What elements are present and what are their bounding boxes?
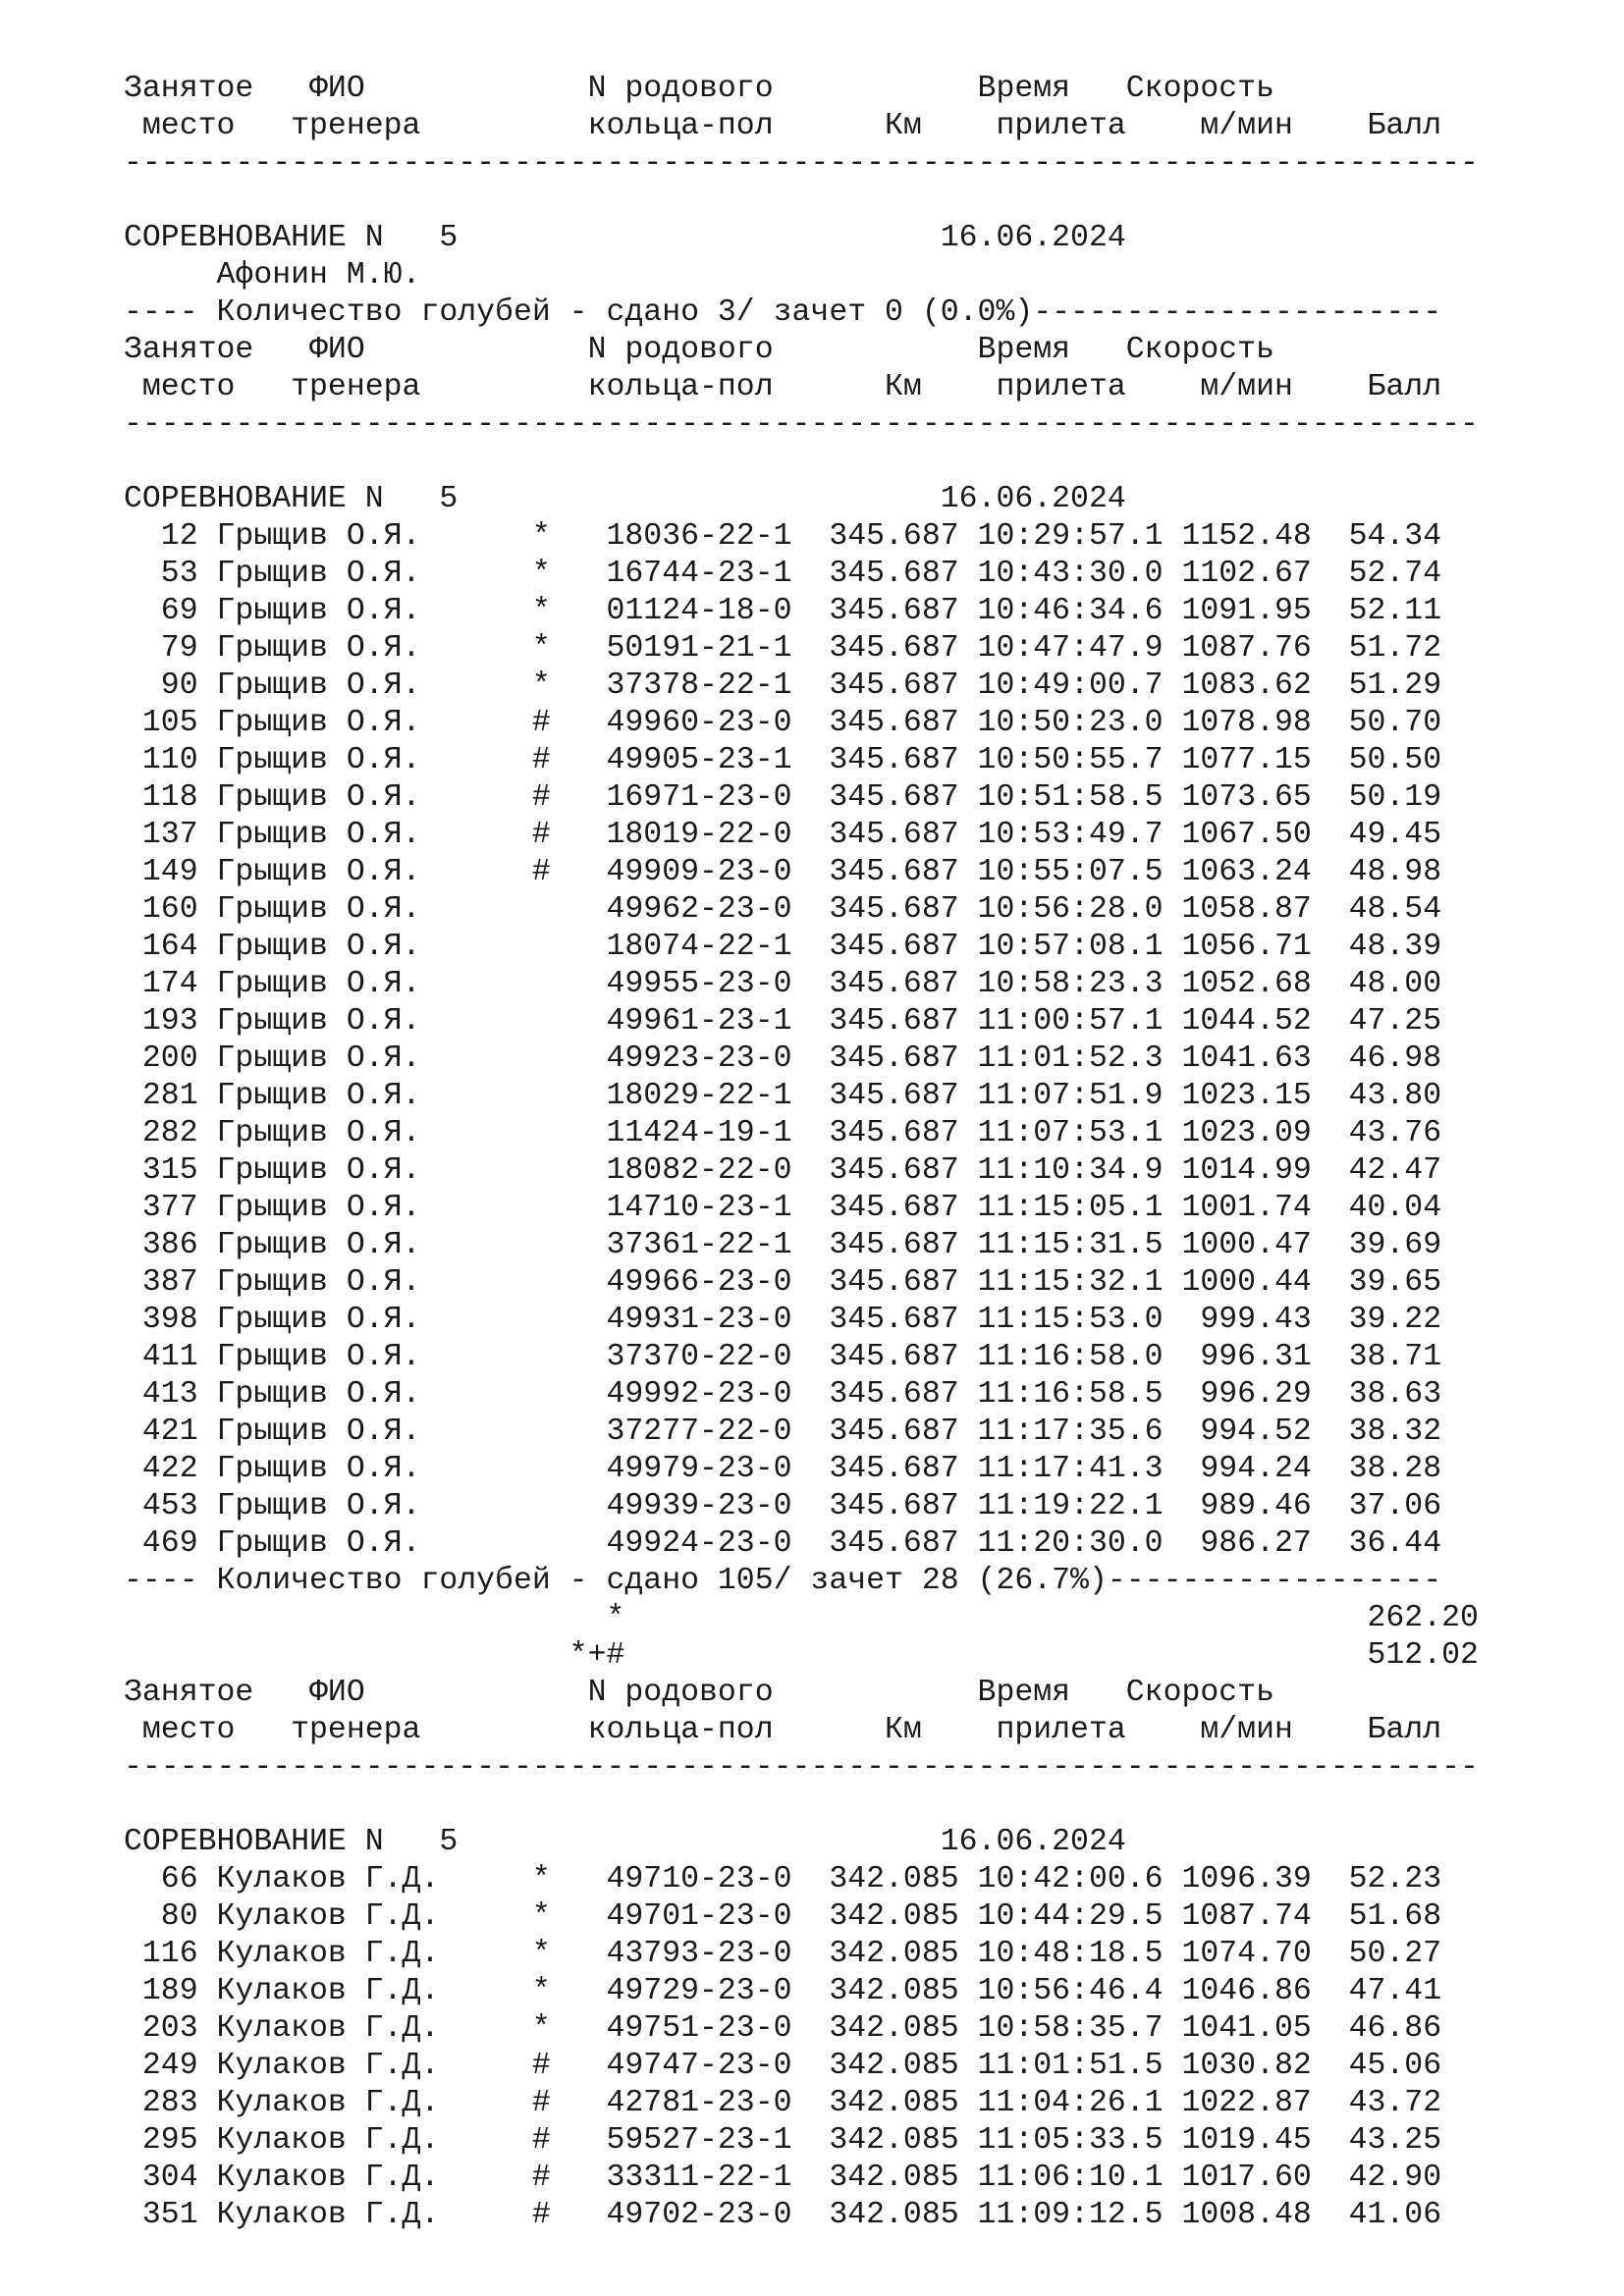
header-rule: ------------------------------------------------------------------------- (124, 1750, 1479, 1785)
result-row: 398 Грыщив О.Я. 49931-23-0 345.687 11:15:53.0 999.43 39.22 (124, 1303, 1442, 1337)
blank-line (124, 444, 1479, 481)
result-row: 118 Грыщив О.Я. # 16971-23-0 345.687 10:51:58.5 1073.65 50.19 (124, 780, 1442, 815)
result-row: 453 Грыщив О.Я. 49939-23-0 345.687 11:19:22.1 989.46 37.06 (124, 1489, 1442, 1523)
result-row: 66 Кулаков Г.Д. * 49710-23-0 342.085 10:42:00.6 1096.39 52.23 (124, 1862, 1442, 1896)
result-row: 164 Грыщив О.Я. 18074-22-1 345.687 10:57:08.1 1056.71 48.39 (124, 930, 1442, 964)
result-row: 90 Грыщив О.Я. * 37378-22-1 345.687 10:49:00.7 1083.62 51.29 (124, 668, 1442, 703)
result-row: 137 Грыщив О.Я. # 18019-22-0 345.687 10:53:49.7 1067.50 49.45 (124, 818, 1442, 852)
result-row: 160 Грыщив О.Я. 49962-23-0 345.687 10:56:28.0 1058.87 48.54 (124, 892, 1442, 927)
result-row: 315 Грыщив О.Я. 18082-22-0 345.687 11:10:34.9 1014.99 42.47 (124, 1153, 1442, 1188)
result-row: 116 Кулаков Г.Д. * 43793-23-0 342.085 10:48:18.5 1074.70 50.27 (124, 1937, 1442, 1971)
result-row: 249 Кулаков Г.Д. # 49747-23-0 342.085 11:01:51.5 1030.82 45.06 (124, 2049, 1442, 2083)
result-row: 69 Грыщив О.Я. * 01124-18-0 345.687 10:46:34.6 1091.95 52.11 (124, 594, 1442, 628)
column-header-line-1: Занятое ФИО N родового Время Скорость (124, 72, 1274, 106)
header-rule: ------------------------------------------------------------------------- (124, 407, 1479, 442)
result-row: 189 Кулаков Г.Д. * 49729-23-0 342.085 10:56:46.4 1046.86 47.41 (124, 1974, 1442, 2008)
result-row: 174 Грыщив О.Я. 49955-23-0 345.687 10:58:23.3 1052.68 48.00 (124, 967, 1442, 1001)
column-header-line-2: место тренера кольца-пол Км прилета м/мин Балл (124, 370, 1442, 404)
result-row: 149 Грыщив О.Я. # 49909-23-0 345.687 10:55:07.5 1063.24 48.98 (124, 855, 1442, 889)
result-row: 413 Грыщив О.Я. 49992-23-0 345.687 11:16:58.5 996.29 38.63 (124, 1377, 1442, 1412)
result-row: 283 Кулаков Г.Д. # 42781-23-0 342.085 11:04:26.1 1022.87 43.72 (124, 2086, 1442, 2120)
result-row: 12 Грыщив О.Я. * 18036-22-1 345.687 10:29:57.1 1152.48 54.34 (124, 519, 1442, 554)
result-row: 386 Грыщив О.Я. 37361-22-1 345.687 11:15:31.5 1000.47 39.69 (124, 1228, 1442, 1262)
result-row: 105 Грыщив О.Я. # 49960-23-0 345.687 10:50:23.0 1078.98 50.70 (124, 706, 1442, 740)
header-rule: ------------------------------------------------------------------------- (124, 146, 1479, 181)
column-header-line-2: место тренера кольца-пол Км прилета м/мин Балл (124, 1713, 1442, 1747)
section-summary: ---- Количество голубей - сдано 3/ зачет 0 (0.0%)---------------------- (124, 295, 1442, 330)
result-row: 469 Грыщив О.Я. 49924-23-0 345.687 11:20:30.0 986.27 36.44 (124, 1526, 1442, 1561)
result-row: 411 Грыщив О.Я. 37370-22-0 345.687 11:16:58.0 996.31 38.71 (124, 1340, 1442, 1374)
result-row: 422 Грыщив О.Я. 49979-23-0 345.687 11:17:41.3 994.24 38.28 (124, 1452, 1442, 1486)
result-row: 377 Грыщив О.Я. 14710-23-1 345.687 11:15:05.1 1001.74 40.04 (124, 1191, 1442, 1225)
competition-title: СОРЕВНОВАНИЕ N 5 16.06.2024 (124, 1825, 1126, 1859)
blank-line (124, 1787, 1479, 1824)
column-header-line-1: Занятое ФИО N родового Время Скорость (124, 333, 1274, 367)
score-total-line: * 262.20 (124, 1601, 1479, 1635)
result-row: 282 Грыщив О.Я. 11424-19-1 345.687 11:07:53.1 1023.09 43.76 (124, 1116, 1442, 1150)
result-row: 387 Грыщив О.Я. 49966-23-0 345.687 11:15:32.1 1000.44 39.65 (124, 1265, 1442, 1300)
column-header-line-2: место тренера кольца-пол Км прилета м/мин Балл (124, 109, 1442, 143)
result-row: 304 Кулаков Г.Д. # 33311-22-1 342.085 11:06:10.1 1017.60 42.90 (124, 2161, 1442, 2195)
result-row: 203 Кулаков Г.Д. * 49751-23-0 342.085 10:58:35.7 1041.05 46.86 (124, 2011, 1442, 2046)
column-header-line-1: Занятое ФИО N родового Время Скорость (124, 1676, 1274, 1710)
result-row: 110 Грыщив О.Я. # 49905-23-1 345.687 10:50:55.7 1077.15 50.50 (124, 743, 1442, 777)
blank-line (124, 183, 1479, 220)
result-row: 79 Грыщив О.Я. * 50191-21-1 345.687 10:47:47.9 1087.76 51.72 (124, 631, 1442, 666)
section-summary: ---- Количество голубей - сдано 105/ зачет 28 (26.7%)------------------ (124, 1564, 1442, 1598)
report-page (124, 71, 1479, 2234)
result-row: 80 Кулаков Г.Д. * 49701-23-0 342.085 10:44:29.5 1087.74 51.68 (124, 1899, 1442, 1934)
result-row: 200 Грыщив О.Я. 49923-23-0 345.687 11:01:52.3 1041.63 46.98 (124, 1041, 1442, 1076)
result-row: 295 Кулаков Г.Д. # 59527-23-1 342.085 11:05:33.5 1019.45 43.25 (124, 2123, 1442, 2158)
result-row: 421 Грыщив О.Я. 37277-22-0 345.687 11:17:35.6 994.52 38.32 (124, 1415, 1442, 1449)
competition-title: СОРЕВНОВАНИЕ N 5 16.06.2024 (124, 482, 1126, 516)
result-row: 281 Грыщив О.Я. 18029-22-1 345.687 11:07:51.9 1023.15 43.80 (124, 1079, 1442, 1113)
result-row: 351 Кулаков Г.Д. # 49702-23-0 342.085 11:09:12.5 1008.48 41.06 (124, 2198, 1442, 2232)
result-row: 193 Грыщив О.Я. 49961-23-1 345.687 11:00:57.1 1044.52 47.25 (124, 1004, 1442, 1039)
result-row: 53 Грыщив О.Я. * 16744-23-1 345.687 10:43:30.0 1102.67 52.74 (124, 557, 1442, 591)
score-total-line: *+# 512.02 (124, 1638, 1479, 1673)
competition-title: СОРЕВНОВАНИЕ N 5 16.06.2024 (124, 221, 1126, 255)
trainer-name: Афонин М.Ю. (124, 258, 421, 293)
